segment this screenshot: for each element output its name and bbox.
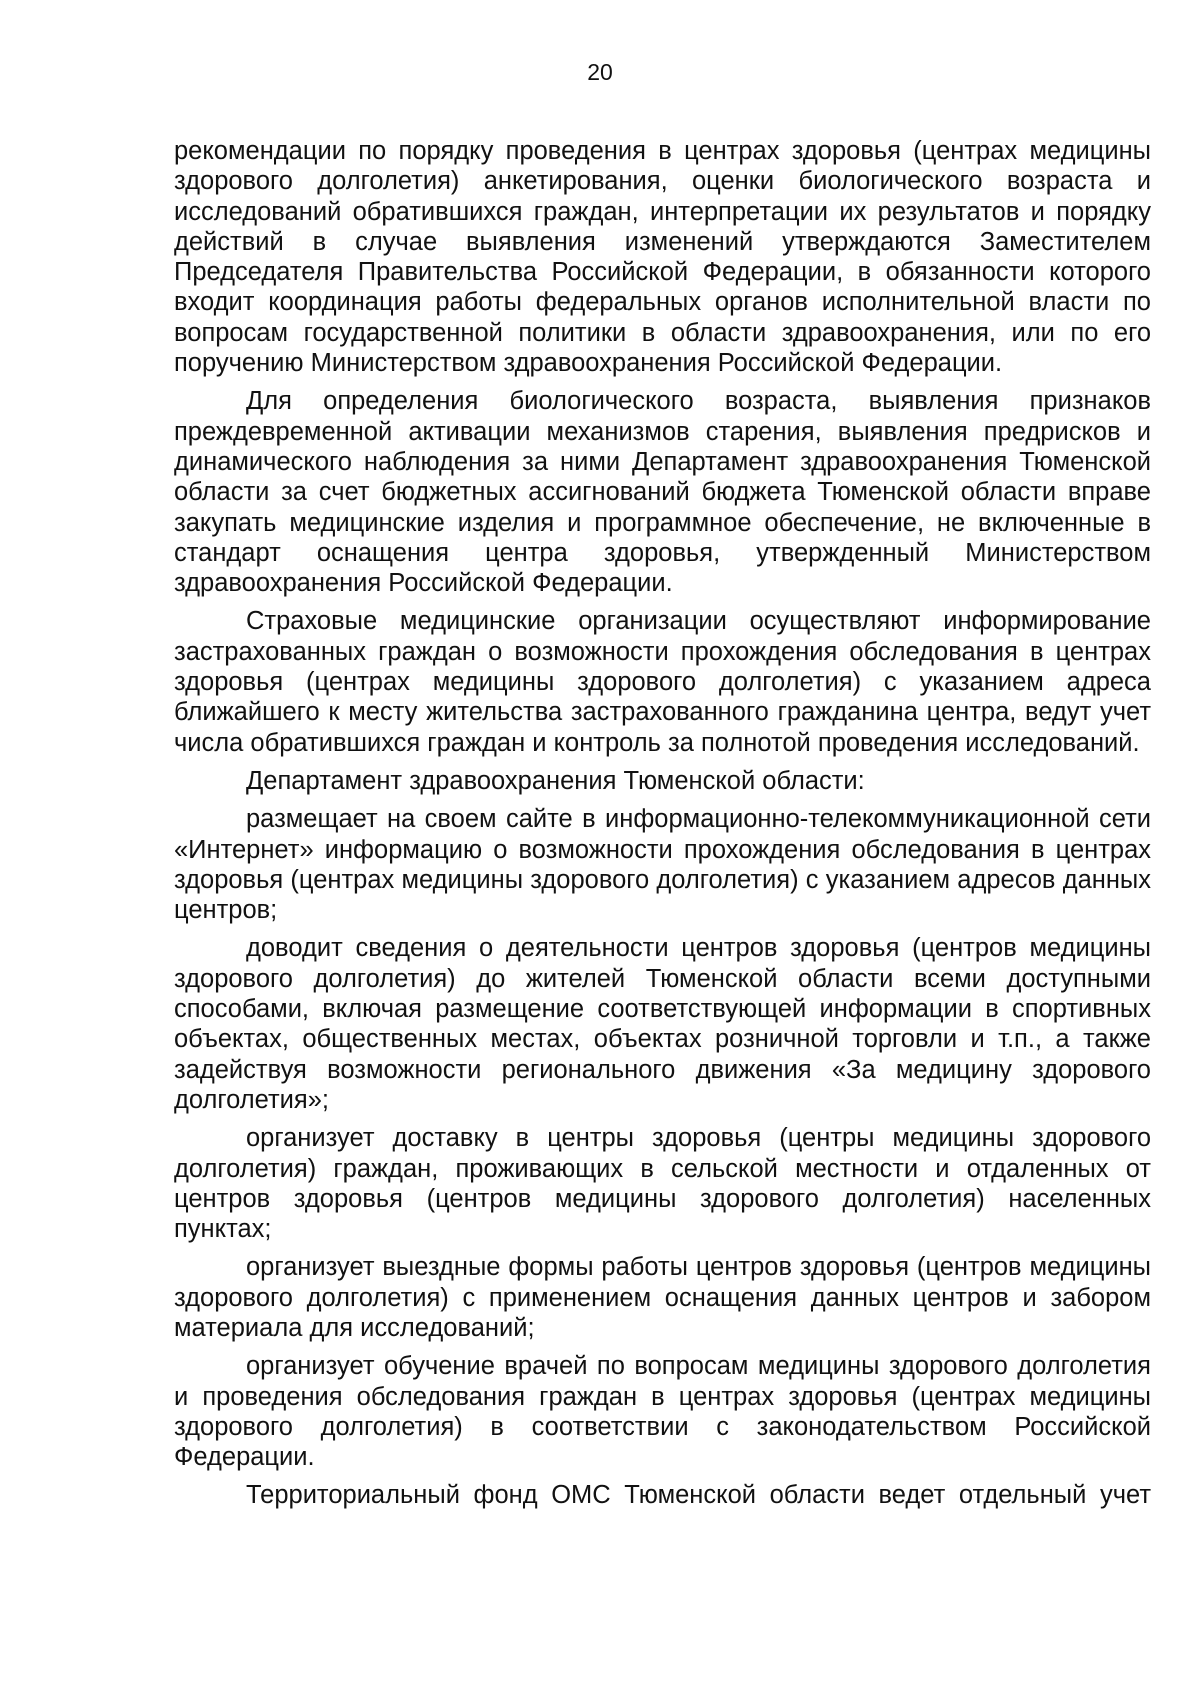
paragraph-training: организует обучение врачей по вопросам медицины здорового долголетия и проведения обследования граждан в центрах здоровья (центрах медицины здорового долголетия) в соответствии с законодательством Российской Федерации. (174, 1352, 1151, 1472)
paragraph-territorial-fund: Территориальный фонд ОМС Тюменской области ведет отдельный учет (246, 1481, 1151, 1510)
paragraph-website-info: размещает на своем сайте в информационно-телекоммуникационной сети «Интернет» информацию о возможности прохождения обследования в центрах здоровья (центрах медицины здорового долголетия) с указанием адресов данных центров; (174, 805, 1151, 925)
paragraph-biological-age: Для определения биологического возраста, выявления признаков преждевременной активации механизмов старения, выявления предрисков и динамического наблюдения за ними Департамент здравоохранения Тюменской области за счет бюджетных ассигнований бюджета Тюменской области вправе закупать медицинские изделия и программное обеспечение, не включенные в стандарт оснащения центра здоровья, утвержденный Министерством здравоохранения Российской Федерации. (174, 387, 1151, 598)
paragraph-mobile-forms: организует выездные формы работы центров здоровья (центров медицины здорового долголетия) с применением оснащения данных центров и забором материала для исследований; (174, 1253, 1151, 1342)
paragraph-insurance-organizations: Страховые медицинские организации осуществляют информирование застрахованных граждан о возможности прохождения обследования в центрах здоровья (центрах медицины здорового долголетия) с указанием адреса ближайшего к месту жительства застрахованного гражданина центра, ведут учет числа обратившихся граждан и контроль за полнотой проведения исследований. (174, 607, 1151, 757)
paragraph-continuation: рекомендации по порядку проведения в центрах здоровья (центрах медицины здорового долголетия) анкетирования, оценки биологического возраста и исследований обратившихся граждан, интерпретации их результатов и порядку действий в случае выявления изменений утверждаются Заместителем Председателя Правительства Российской Федерации, в обязанности которого входит координация работы федеральных органов исполнительной власти по вопросам государственной политики в области здравоохранения, или по его поручению Министерством здравоохранения Российской Федерации. (174, 137, 1151, 378)
page-number: 20 (587, 59, 613, 85)
paragraph-informing-residents: доводит сведения о деятельности центров здоровья (центров медицины здорового долголетия) до жителей Тюменской области всеми доступными способами, включая размещение соответствующей информации в спортивных объектах, общественных местах, объектах розничной торговли и т.п., а также задействуя возможности регионального движения «За медицину здорового долголетия»; (174, 934, 1151, 1114)
document-body (174, 136, 1151, 1519)
paragraph-delivery: организует доставку в центры здоровья (центры медицины здорового долголетия) граждан, проживающих в сельской местности и отдаленных от центров здоровья (центров медицины здорового долголетия) населенных пунктах; (174, 1124, 1151, 1244)
paragraph-department-heading: Департамент здравоохранения Тюменской области: (246, 766, 865, 795)
